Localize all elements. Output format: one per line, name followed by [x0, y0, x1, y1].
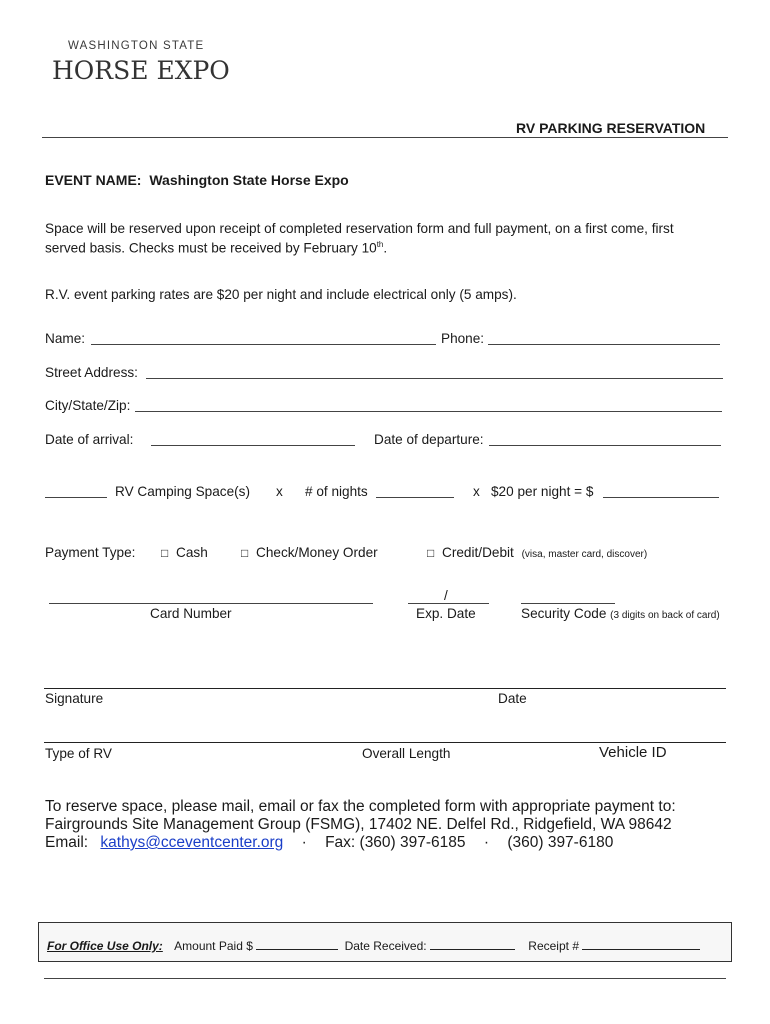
rv-info-line[interactable]: [44, 742, 726, 743]
amount-paid-label: Amount Paid $: [174, 939, 253, 953]
security-code-field[interactable]: [521, 603, 615, 604]
phone-field[interactable]: [488, 344, 720, 345]
street-label: Street Address:: [45, 365, 138, 380]
office-use-box: [38, 922, 732, 962]
receipt-label: Receipt #: [528, 939, 579, 953]
email-label: Email:: [45, 834, 89, 851]
date-received-label: Date Received:: [344, 939, 427, 953]
signature-date-label: Date: [498, 691, 527, 706]
street-field[interactable]: [146, 378, 723, 379]
event-name: [45, 172, 349, 188]
credit-label: Credit/Debit: [442, 545, 514, 560]
intro-line-1: Space will be reserved upon receipt of completed reservation form and full payment, on a first come, first: [45, 221, 674, 236]
separator-2: ·: [483, 834, 490, 851]
city-label: City/State/Zip:: [45, 398, 131, 413]
email-link[interactable]: kathys@cceventcenter.org: [100, 834, 284, 851]
rv-type-label: Type of RV: [45, 746, 112, 761]
exp-slash: /: [444, 588, 448, 603]
total-field[interactable]: [603, 497, 719, 498]
phone-label: Phone:: [441, 331, 485, 346]
amount-paid-field[interactable]: [256, 937, 338, 950]
mail-address: Fairgrounds Site Management Group (FSMG), 17402 NE. Delfel Rd., Ridgefield, WA 98642: [45, 816, 672, 833]
header-divider: [42, 137, 728, 138]
fax-number: Fax: (360) 397-6185: [325, 834, 466, 851]
cash-option[interactable]: [161, 545, 208, 561]
card-number-field[interactable]: [49, 603, 373, 604]
contact-line: [45, 833, 613, 852]
signature-label: Signature: [45, 691, 104, 706]
arrival-field[interactable]: [151, 445, 355, 446]
signature-line[interactable]: [44, 688, 726, 689]
nights-field[interactable]: [376, 497, 454, 498]
name-label: Name:: [45, 331, 86, 346]
security-code-label: Security Code (3 digits on back of card): [521, 606, 720, 621]
spaces-field[interactable]: [45, 497, 107, 498]
check-checkbox[interactable]: □: [241, 546, 249, 560]
logo-subtitle: WASHINGTON STATE: [68, 40, 205, 52]
intro-paragraph: [45, 221, 674, 257]
phone-number: (360) 397-6180: [507, 834, 614, 851]
credit-note: (visa, master card, discover): [521, 549, 648, 560]
rates-text: R.V. event parking rates are $20 per night and include electrical only (5 amps).: [45, 287, 517, 302]
mail-instructions: To reserve space, please mail, email or fax the completed form with appropriate payment to:: [45, 798, 676, 815]
exp-date-field[interactable]: [408, 603, 489, 604]
page-title: RV PARKING RESERVATION: [516, 120, 706, 136]
expo-logo: [44, 36, 230, 98]
nights-label: # of nights: [305, 484, 368, 499]
city-field[interactable]: [135, 411, 722, 412]
cash-checkbox[interactable]: □: [161, 546, 169, 560]
vehicle-id-label: Vehicle ID: [599, 744, 667, 761]
credit-checkbox[interactable]: □: [427, 546, 435, 560]
logo-title: HORSE EXPO: [52, 56, 230, 85]
credit-option[interactable]: [427, 545, 647, 563]
departure-label: Date of departure:: [374, 432, 484, 447]
check-label: Check/Money Order: [256, 545, 378, 560]
cash-label: Cash: [176, 545, 208, 560]
arrival-label: Date of arrival:: [45, 432, 134, 447]
departure-field[interactable]: [489, 445, 721, 446]
event-label: EVENT NAME:: [45, 172, 142, 188]
office-use-label: For Office Use Only:: [47, 939, 163, 953]
name-field[interactable]: [91, 344, 436, 345]
exp-date-label: Exp. Date: [416, 606, 476, 621]
check-option[interactable]: [241, 545, 378, 561]
payment-label: Payment Type:: [45, 545, 136, 560]
event-value: Washington State Horse Expo: [149, 172, 349, 188]
spaces-label: RV Camping Space(s): [115, 484, 250, 499]
multiply-sign: x: [276, 484, 283, 499]
multiply-sign-2: x: [473, 484, 480, 499]
office-use-row: [47, 937, 700, 953]
intro-line-2: served basis. Checks must be received by February 10th.: [45, 240, 388, 256]
card-number-label: Card Number: [150, 606, 232, 621]
receipt-field[interactable]: [582, 937, 700, 950]
footer-divider: [44, 978, 726, 979]
security-code-note: (3 digits on back of card): [610, 610, 720, 621]
date-received-field[interactable]: [430, 937, 515, 950]
rv-length-label: Overall Length: [362, 746, 451, 761]
rate-label: $20 per night = $: [491, 484, 594, 499]
separator: ·: [301, 834, 307, 851]
